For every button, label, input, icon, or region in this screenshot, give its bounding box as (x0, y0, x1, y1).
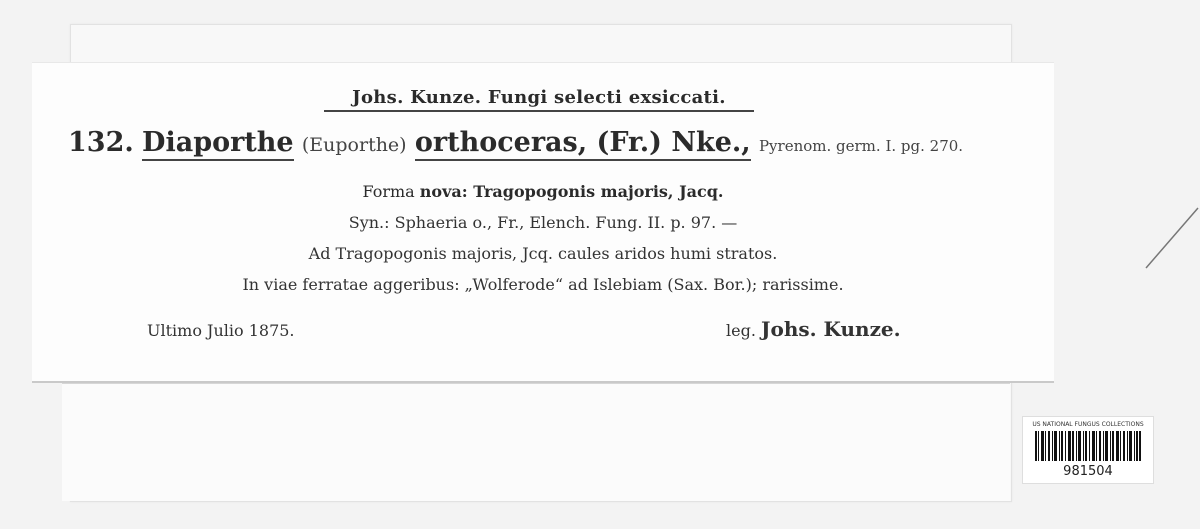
locality-line: In viae ferratae aggeribus: „Wolferode“ ad Islebiam (Sax. Bor.); rarissime. (242, 275, 844, 294)
literature-reference: Pyrenom. germ. I. pg. 270. (758, 137, 964, 155)
forma-text: nova: Tragopogonis majoris, Jacq. (419, 182, 724, 201)
barcode-label (1022, 416, 1154, 484)
forma-prefix: Forma (362, 182, 415, 201)
label-header: Johs. Kunze. Fungi selecti exsiccati. (324, 87, 754, 112)
folded-packet-flap (62, 383, 1010, 501)
leg-prefix: leg. (726, 321, 756, 340)
synonym-line: Syn.: Sphaeria o., Fr., Elench. Fung. II. p. 97. — (348, 213, 738, 232)
barcode-bars (1035, 431, 1141, 461)
barcode-number: 981504 (1063, 464, 1113, 479)
pencil-mark (1140, 206, 1200, 276)
collector-line (726, 317, 901, 341)
exsiccata-number: 132. (68, 127, 134, 158)
barcode-institution: US NATIONAL FUNGUS COLLECTIONS (1032, 421, 1144, 428)
collection-date: Ultimo Julio 1875. (147, 321, 295, 340)
specimen-label (32, 62, 1054, 383)
species-name: orthoceras, (Fr.) Nke., (415, 127, 751, 161)
genus-name: Diaporthe (142, 127, 294, 161)
taxon-title (68, 127, 963, 158)
subgenus-name: (Euporthe) (301, 134, 407, 156)
habitat-line: Ad Tragopogonis majoris, Jcq. caules aridos humi stratos. (308, 244, 778, 263)
forma-line (32, 182, 1054, 201)
collector-name: Johs. Kunze. (761, 317, 901, 341)
